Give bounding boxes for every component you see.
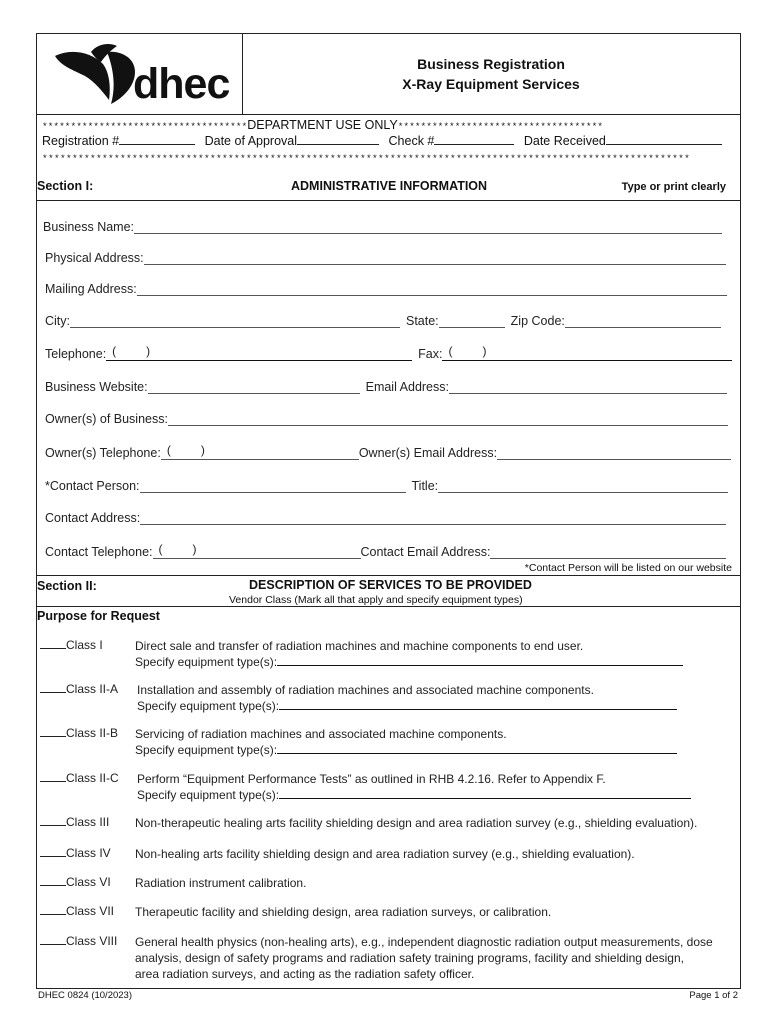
date-of-approval-line[interactable]: [297, 134, 379, 145]
class-ii-a-equipment-line[interactable]: [279, 698, 677, 710]
physical-address-field: Physical Address:: [45, 251, 732, 265]
contact-email-line[interactable]: [490, 546, 726, 559]
city-state-zip-field: City: State: Zip Code:: [45, 314, 727, 328]
section2-rule: [37, 606, 740, 607]
website-email-field: Business Website: Email Address:: [45, 380, 733, 394]
owners-line[interactable]: [168, 413, 728, 426]
physical-address-line[interactable]: [144, 252, 726, 265]
city-line[interactable]: [70, 315, 400, 328]
form-title-line1: Business Registration: [417, 56, 565, 72]
section1-label: Section I:: [37, 179, 94, 193]
telephone-line[interactable]: ( ): [106, 348, 412, 361]
section1-heading: ADMINISTRATIVE INFORMATION: [291, 179, 488, 193]
class-viii-checkbox[interactable]: [40, 934, 66, 945]
section2-label: Section II:: [37, 579, 97, 593]
mailing-address-field: Mailing Address:: [45, 282, 733, 296]
class-vi-checkbox[interactable]: [40, 875, 66, 886]
form-number: DHEC 0824 (10/2023): [38, 990, 132, 1001]
class-iii-checkbox[interactable]: [40, 815, 66, 826]
check-label: Check #: [388, 134, 435, 148]
department-use-stars: ************************************************************************************************************: [42, 154, 691, 164]
dhec-logo: [51, 42, 236, 108]
date-received-label: Date Received: [523, 134, 606, 148]
telephone-fax-field: Telephone: ( ) Fax: ( ): [45, 347, 738, 361]
registration-label: Registration #: [42, 134, 120, 148]
class-vii-checkbox[interactable]: [40, 904, 66, 915]
header-bottom-rule: [37, 114, 740, 115]
department-use-heading: DEPARTMENT USE ONLY: [247, 118, 398, 132]
contact-address-line[interactable]: [140, 512, 726, 525]
header-divider: [242, 34, 243, 114]
website-line[interactable]: [148, 381, 360, 394]
owners-telephone-line[interactable]: ( ): [161, 447, 359, 460]
class-ii-b-checkbox[interactable]: [40, 726, 66, 737]
check-line[interactable]: [434, 134, 514, 145]
section1-rule: [37, 200, 740, 201]
mailing-address-line[interactable]: [137, 283, 727, 296]
email-line[interactable]: [449, 381, 727, 394]
title-line[interactable]: [438, 480, 728, 493]
class-ii-c-checkbox[interactable]: [40, 771, 66, 782]
class-i-checkbox[interactable]: [40, 638, 66, 649]
section2-top-rule: [37, 575, 740, 576]
section2-subheading: Vendor Class (Mark all that apply and specify equipment types): [229, 594, 523, 606]
contact-address-field: Contact Address:: [45, 511, 732, 525]
date-received-line[interactable]: [606, 134, 722, 145]
class-ii-b-equipment-line[interactable]: [277, 742, 677, 754]
business-name-line[interactable]: [134, 221, 722, 234]
contact-person-line[interactable]: [140, 480, 406, 493]
date-of-approval-label: Date of Approval: [204, 134, 298, 148]
class-i-equipment-line[interactable]: [277, 654, 683, 666]
purpose-for-request: Purpose for Request: [37, 609, 160, 623]
department-use-heading-row: ************************************DEPARTMENT USE ONLY************************************: [42, 118, 603, 132]
business-name-field: Business Name:: [43, 220, 728, 234]
department-use-fields: [42, 134, 722, 148]
owners-telephone-email-field: Owner(s) Telephone: ( ) Owner(s) Email Address:: [45, 446, 737, 460]
type-or-print-note: Type or print clearly: [621, 181, 726, 193]
class-ii-a-checkbox[interactable]: [40, 682, 66, 693]
contact-footnote: *Contact Person will be listed on our website: [524, 562, 732, 574]
zip-line[interactable]: [565, 315, 721, 328]
fax-line[interactable]: ( ): [442, 348, 732, 361]
contact-telephone-line[interactable]: ( ): [153, 546, 361, 559]
contact-telephone-email-field: Contact Telephone: ( ) Contact Email Address:: [45, 545, 732, 559]
logo-text: dhec: [133, 60, 230, 108]
section2-heading: DESCRIPTION OF SERVICES TO BE PROVIDED: [249, 578, 532, 592]
class-iv-checkbox[interactable]: [40, 846, 66, 857]
owners-field: Owner(s) of Business:: [45, 412, 734, 426]
page-number: Page 1 of 2: [689, 990, 738, 1001]
owners-email-line[interactable]: [497, 447, 731, 460]
class-ii-c-equipment-line[interactable]: [279, 787, 691, 799]
state-line[interactable]: [439, 315, 505, 328]
form-title-line2: X-Ray Equipment Services: [402, 76, 580, 92]
registration-line[interactable]: [119, 134, 195, 145]
contact-person-title-field: *Contact Person: Title:: [45, 479, 734, 493]
